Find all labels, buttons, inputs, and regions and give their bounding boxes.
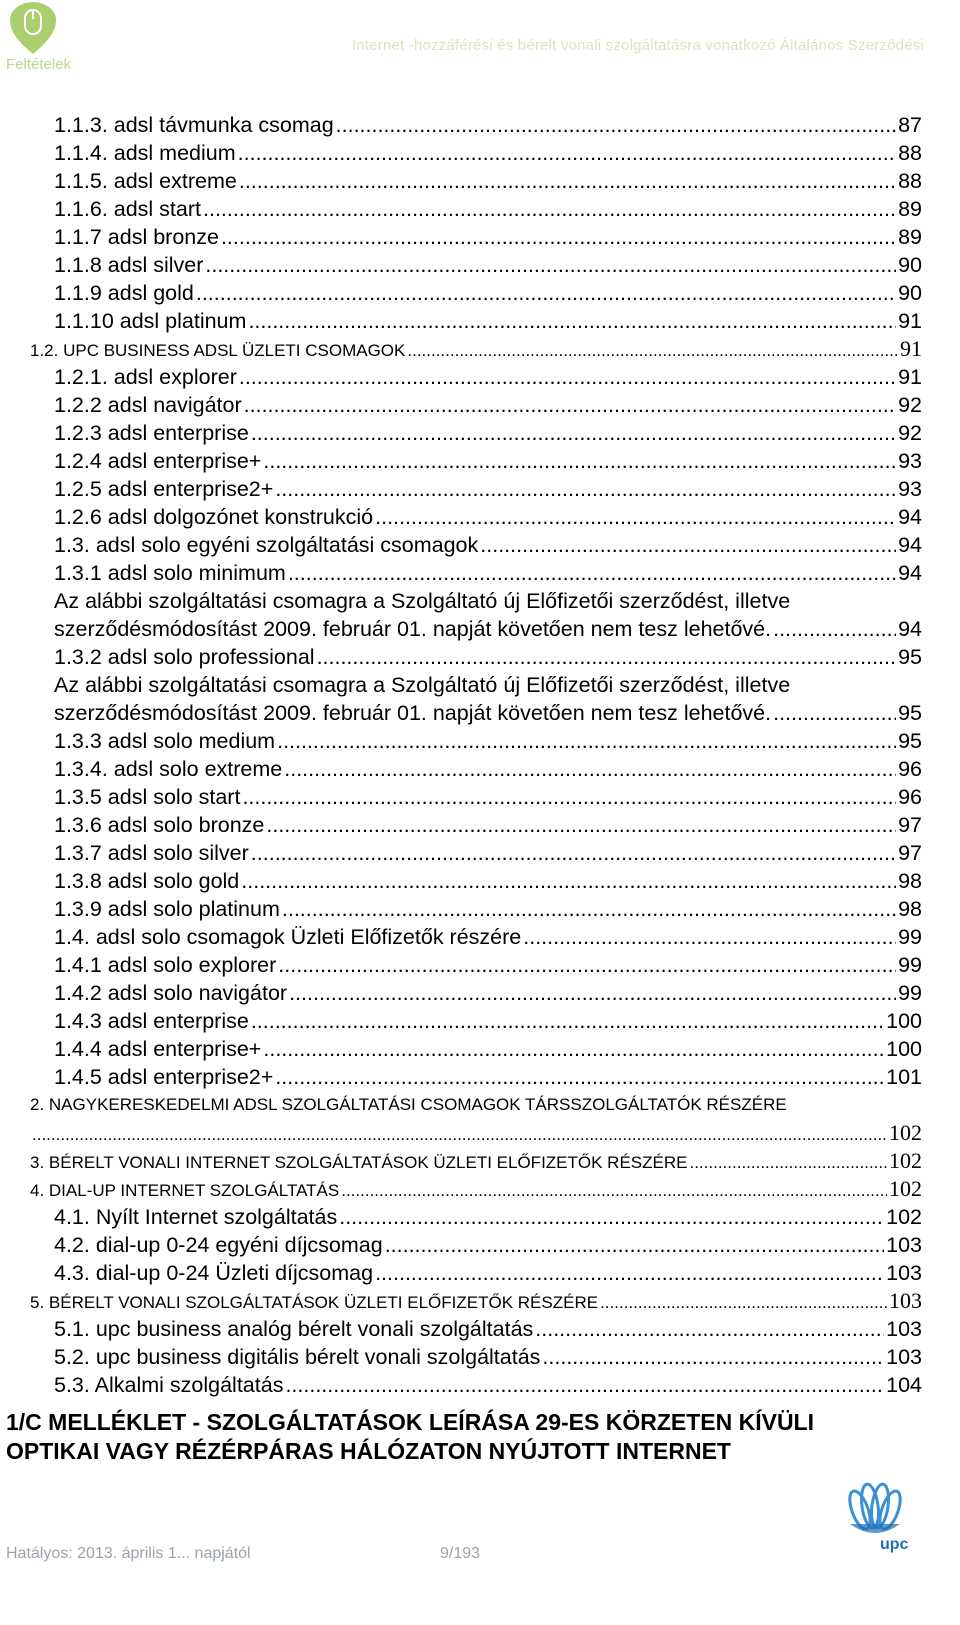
annex-heading-line: 1/C MELLÉKLET - SZOLGÁLTATÁSOK LEÍRÁSA 29-ES KÖRZETEN KÍVÜLI [6,1409,814,1435]
header-title: Internet -hozzáférési és bérelt vonali szolgáltatásra vonatkozó Általános Szerződési [351,37,924,54]
toc-entry[interactable]: szerződésmódosítást 2009. február 01. napját követően nem tesz lehetővé. ..... 94 [54,615,922,643]
footer-effective-date: Hatályos: 2013. április 1... napjától [6,1545,251,1562]
toc-note-line: Az alábbi szolgáltatási csomagra a Szolgáltató új Előfizetői szerződést, illetve [54,589,791,613]
toc-entry[interactable]: 1.2.2 adsl navigátor ..... 92 [54,391,922,419]
toc-entry[interactable]: 1.4.1 adsl solo explorer ..... 99 [54,951,922,979]
toc-section-entry[interactable]: 4. DIAL-UP INTERNET SZOLGÁLTATÁS ..... 102 [30,1175,922,1203]
toc-entry[interactable]: 1.3.2 adsl solo professional ..... 95 [54,643,922,671]
toc-section-title: 2. NAGYKERESKEDELMI ADSL SZOLGÁLTATÁSI CSOMAGOK TÁRSSZOLGÁLTATÓK RÉSZÉRE [30,1095,787,1114]
toc-entry[interactable]: 1.3.9 adsl solo platinum ..... 98 [54,895,922,923]
toc-entry[interactable]: 1.4.4 adsl enterprise+ ..... 100 [54,1035,922,1063]
toc-entry[interactable]: 1.1.10 adsl platinum ..... 91 [54,307,922,335]
toc-entry[interactable]: 1.4.3 adsl enterprise ..... 100 [54,1007,922,1035]
annex-heading [6,1408,906,1466]
footer-page-number: 9/193 [440,1545,481,1562]
annex-heading-line: OPTIKAI VAGY RÉZÉRPÁRAS HÁLÓZATON NYÚJTOTT INTERNET [6,1438,731,1464]
toc-entry[interactable]: 1.3.6 adsl solo bronze ..... 97 [54,811,922,839]
brand-label: Feltételek [6,56,72,73]
toc-entry[interactable]: 1.4. adsl solo csomagok Üzleti Előfizetők részére ..... 99 [54,923,922,951]
toc-entry[interactable]: 5.2. upc business digitális bérelt vonali szolgáltatás ..... 103 [54,1343,922,1371]
toc-entry[interactable]: 1.1.6. adsl start ..... 89 [54,195,922,223]
toc-entry[interactable]: 1.3.5 adsl solo start ..... 96 [54,783,922,811]
toc-entry[interactable]: 1.1.9 adsl gold ..... 90 [54,279,922,307]
toc-entry[interactable]: 1.1.4. adsl medium ..... 88 [54,139,922,167]
toc-entry[interactable]: szerződésmódosítást 2009. február 01. napját követően nem tesz lehetővé. ..... 95 [54,699,922,727]
toc-entry[interactable]: 4.1. Nyílt Internet szolgáltatás ..... 102 [54,1203,922,1231]
toc-entry[interactable]: 5.3. Alkalmi szolgáltatás ..... 104 [54,1371,922,1399]
toc-section-entry[interactable]: ..... 102 [30,1119,922,1147]
toc-note-line: Az alábbi szolgáltatási csomagra a Szolgáltató új Előfizetői szerződést, illetve [54,673,791,697]
toc-entry[interactable]: 1.1.3. adsl távmunka csomag ..... 87 [54,111,922,139]
toc-entry[interactable]: 1.4.2 adsl solo navigátor ..... 99 [54,979,922,1007]
toc-entry[interactable]: 1.2.3 adsl enterprise ..... 92 [54,419,922,447]
upc-logo-text: upc [880,1536,909,1553]
toc-entry[interactable]: 1.2.5 adsl enterprise2+ ..... 93 [54,475,922,503]
toc-section-entry[interactable]: 5. BÉRELT VONALI SZOLGÁLTATÁSOK ÜZLETI ELŐFIZETŐK RÉSZÉRE ..... 103 [30,1287,922,1315]
page-header [0,0,960,80]
toc-section-entry[interactable]: 1.2. UPC BUSINESS ADSL ÜZLETI CSOMAGOK ..... 91 [30,335,922,363]
toc-entry[interactable]: 1.3.1 adsl solo minimum ..... 94 [54,559,922,587]
toc-entry[interactable]: 1.3.7 adsl solo silver ..... 97 [54,839,922,867]
toc-entry[interactable]: 1.2.1. adsl explorer ..... 91 [54,363,922,391]
toc-section-entry[interactable]: 3. BÉRELT VONALI INTERNET SZOLGÁLTATÁSOK ÜZLETI ELŐFIZETŐK RÉSZÉRE ..... 102 [30,1147,922,1175]
toc-entry[interactable]: 1.2.4 adsl enterprise+ ..... 93 [54,447,922,475]
toc-entry[interactable]: 1.2.6 adsl dolgozónet konstrukció ..... 94 [54,503,922,531]
mouse-logo-icon [8,2,58,56]
toc-entry[interactable]: 1.3.4. adsl solo extreme ..... 96 [54,755,922,783]
toc-entry[interactable]: 4.3. dial-up 0-24 Üzleti díjcsomag ..... 103 [54,1259,922,1287]
toc-entry[interactable]: 1.3.3 adsl solo medium ..... 95 [54,727,922,755]
toc-entry[interactable]: 1.3.8 adsl solo gold ..... 98 [54,867,922,895]
toc-entry[interactable]: 5.1. upc business analóg bérelt vonali szolgáltatás ..... 103 [54,1315,922,1343]
toc-entry[interactable]: 1.1.8 adsl silver ..... 90 [54,251,922,279]
toc-entry[interactable]: 1.3. adsl solo egyéni szolgáltatási csomagok ..... 94 [54,531,922,559]
toc-entry[interactable]: 1.4.5 adsl enterprise2+ ..... 101 [54,1063,922,1091]
toc-entry[interactable]: 1.1.7 adsl bronze ..... 89 [54,223,922,251]
toc-entry[interactable]: 4.2. dial-up 0-24 egyéni díjcsomag ..... 103 [54,1231,922,1259]
toc-entry[interactable]: 1.1.5. adsl extreme ..... 88 [54,167,922,195]
